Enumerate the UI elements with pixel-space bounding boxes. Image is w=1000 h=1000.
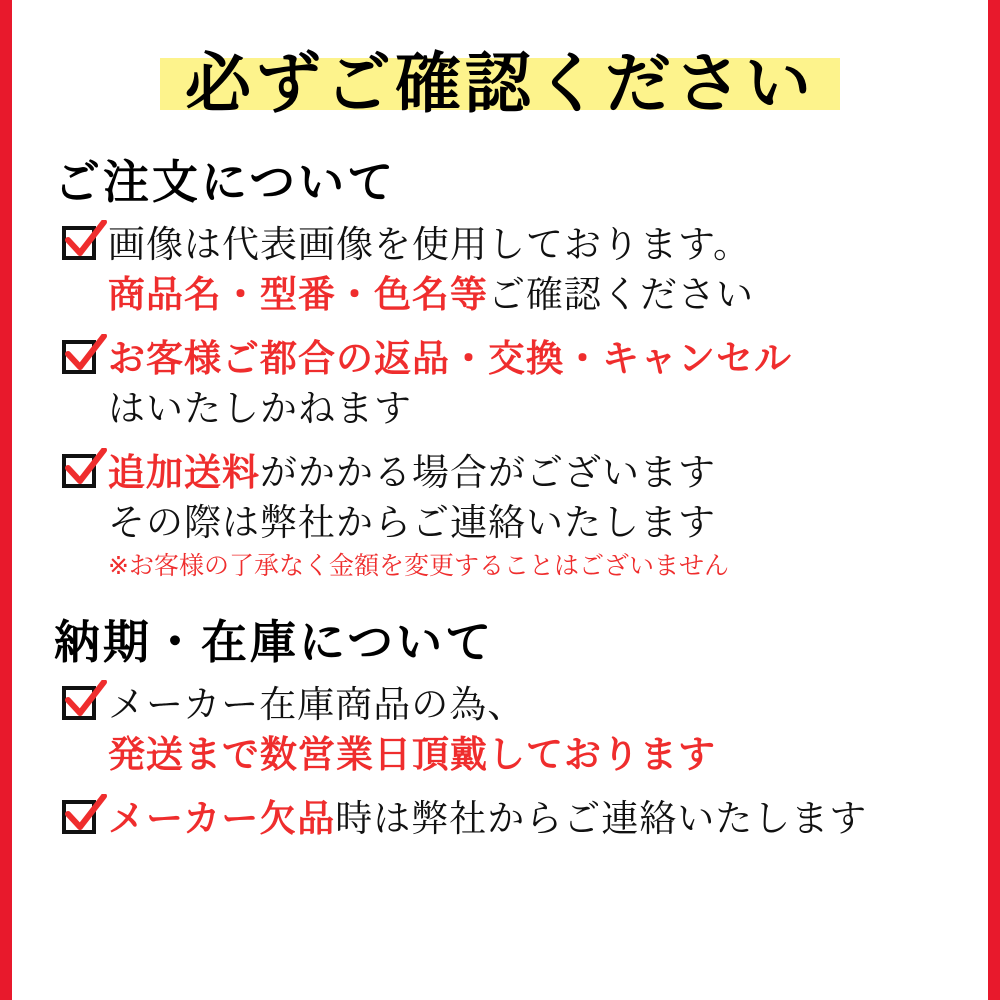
emphasis-text: 商品名・型番・色名等 xyxy=(108,273,488,316)
check-mark-icon xyxy=(62,226,100,264)
list-item-line: メーカー在庫商品の為、 xyxy=(108,683,526,726)
emphasis-text: メーカー欠品 xyxy=(108,797,336,840)
list-item-line xyxy=(108,270,968,320)
page-title: 必ずご確認ください xyxy=(185,45,815,122)
list-item-text xyxy=(108,448,968,584)
list-item xyxy=(62,448,968,584)
list-item-line: 発送まで数営業日頂戴しております xyxy=(108,733,716,776)
check-mark-icon xyxy=(62,340,100,378)
plain-text: ご確認ください xyxy=(488,273,754,316)
list-item xyxy=(62,794,968,844)
left-red-border xyxy=(0,0,12,1000)
list-item-text xyxy=(108,220,968,320)
emphasis-text: 追加送料 xyxy=(108,451,260,494)
right-red-border xyxy=(988,0,1000,1000)
check-mark-icon xyxy=(62,454,100,492)
list-item xyxy=(62,220,968,320)
section-heading-delivery: 納期・在庫について xyxy=(54,615,495,669)
list-item-note: ※お客様の了承なく金額を変更することはございません xyxy=(108,551,729,580)
list-item-line xyxy=(108,448,968,498)
section-heading-orders: ご注文について xyxy=(54,155,397,209)
list-item-text xyxy=(108,334,968,434)
notice-page xyxy=(12,0,988,1000)
list-item xyxy=(62,680,968,780)
list-item-line xyxy=(108,794,968,844)
plain-text: 時は弊社からご連絡いたします xyxy=(335,797,868,840)
list-item-text xyxy=(108,794,968,844)
list-item-line: その際は弊社からご連絡いたします xyxy=(108,501,716,544)
page-title-block xyxy=(32,36,968,132)
list-item-line: はいたしかねます xyxy=(108,387,412,430)
check-mark-icon xyxy=(62,686,100,724)
list-item-line: 画像は代表画像を使用しております。 xyxy=(108,223,752,266)
plain-text: がかかる場合がございます xyxy=(260,451,716,494)
list-item-text xyxy=(108,680,968,780)
list-item-line: お客様ご都合の返品・交換・キャンセル xyxy=(108,337,792,380)
check-mark-icon xyxy=(62,800,100,838)
list-item xyxy=(62,334,968,434)
